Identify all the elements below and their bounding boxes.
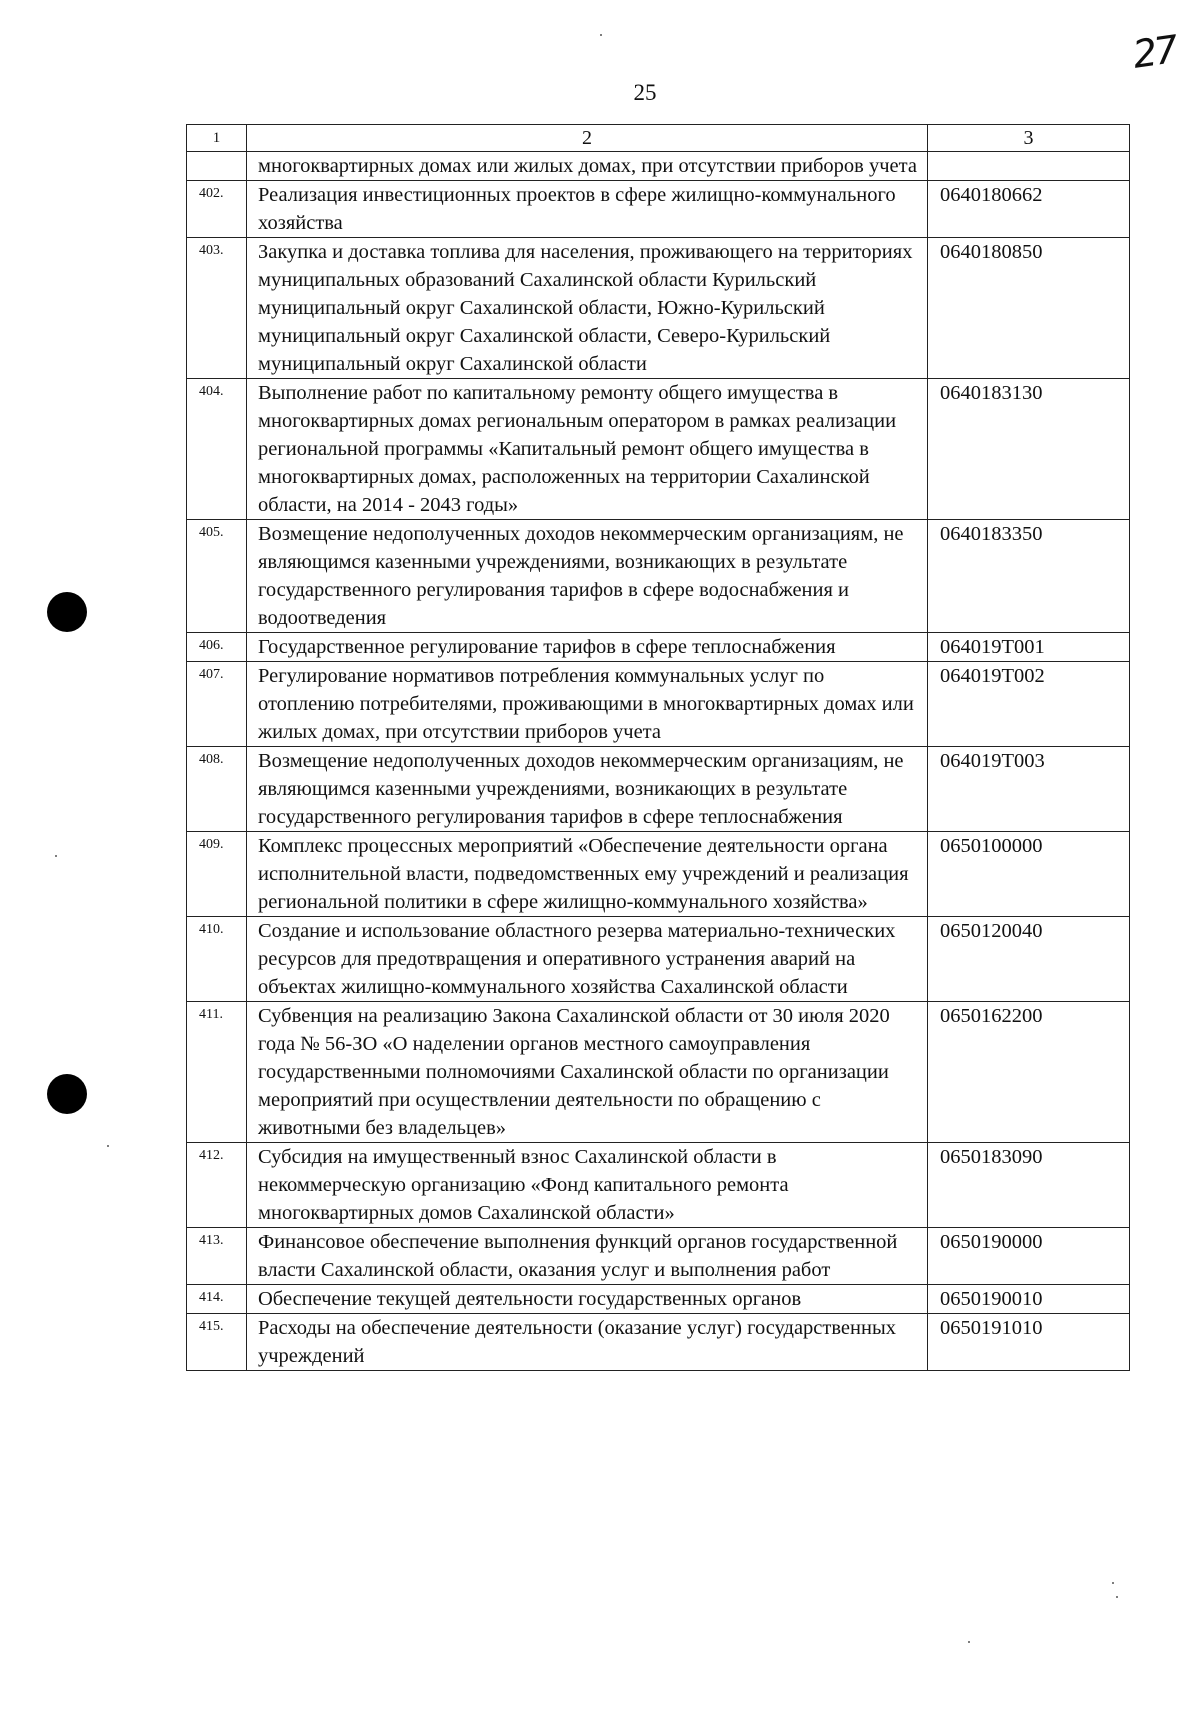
row-code: 0650162200: [928, 1002, 1130, 1143]
row-number: 409.: [187, 832, 247, 917]
punch-hole-bottom: [47, 1074, 87, 1114]
row-code: 064019Т002: [928, 662, 1130, 747]
row-number: 415.: [187, 1314, 247, 1371]
row-number: 408.: [187, 747, 247, 832]
row-number: 404.: [187, 379, 247, 520]
row-code: 0650183090: [928, 1143, 1130, 1228]
row-number: 406.: [187, 633, 247, 662]
column-header-1: 1: [187, 125, 247, 152]
scan-speck: [55, 855, 57, 857]
row-description: Расходы на обеспечение деятельности (оказание услуг) государственных учреждений: [247, 1314, 928, 1371]
row-code: 0650100000: [928, 832, 1130, 917]
row-code: 0640183130: [928, 379, 1130, 520]
scan-speck: [968, 1641, 970, 1643]
scan-speck: [107, 1145, 109, 1147]
row-code: 0650120040: [928, 917, 1130, 1002]
row-code: 0650191010: [928, 1314, 1130, 1371]
row-description: Субсидия на имущественный взнос Сахалинской области в некоммерческую организацию «Фонд капитального ремонта многоквартирных домов Сахалинской области»: [247, 1143, 928, 1228]
table-row: [187, 633, 1130, 662]
row-description: Государственное регулирование тарифов в сфере теплоснабжения: [247, 633, 928, 662]
row-code: [928, 152, 1130, 181]
table-row: [187, 1228, 1130, 1285]
row-number: 403.: [187, 238, 247, 379]
row-code: 0650190000: [928, 1228, 1130, 1285]
row-code: 0650190010: [928, 1285, 1130, 1314]
row-description: Обеспечение текущей деятельности государственных органов: [247, 1285, 928, 1314]
scan-speck: [600, 34, 602, 36]
row-description: Возмещение недополученных доходов некоммерческим организациям, не являющимся казенными учреждениями, возникающих в результате государственного регулирования тарифов в сфере водоснабжения и водоотведения: [247, 520, 928, 633]
row-code: 0640180662: [928, 181, 1130, 238]
table-row: [187, 1285, 1130, 1314]
document-table: [186, 124, 1130, 1371]
row-number: 410.: [187, 917, 247, 1002]
punch-hole-top: [47, 592, 87, 632]
scan-speck: [1116, 1596, 1118, 1598]
row-code: 0640183350: [928, 520, 1130, 633]
row-description: многоквартирных домах или жилых домах, при отсутствии приборов учета: [247, 152, 928, 181]
table-row: [187, 662, 1130, 747]
table-row: [187, 181, 1130, 238]
row-description: Выполнение работ по капитальному ремонту общего имущества в многоквартирных домах региональным оператором в рамках реализации региональной программы «Капитальный ремонт общего имущества в многоквартирных домах, расположенных на территории Сахалинской области, на 2014 - 2043 годы»: [247, 379, 928, 520]
page-number: 25: [633, 80, 657, 105]
row-code: 064019Т003: [928, 747, 1130, 832]
table-row: [187, 152, 1130, 181]
column-header-3: 3: [928, 125, 1130, 152]
column-header-2: 2: [247, 125, 928, 152]
handwritten-page-number: 27: [1130, 27, 1179, 77]
table-header-row: [187, 125, 1130, 152]
table-row: [187, 917, 1130, 1002]
table-row: [187, 520, 1130, 633]
row-description: Комплекс процессных мероприятий «Обеспечение деятельности органа исполнительной власти, подведомственных ему учреждений и реализация региональной политики в сфере жилищно-коммунального хозяйства»: [247, 832, 928, 917]
row-number: 402.: [187, 181, 247, 238]
table-row: [187, 238, 1130, 379]
row-description: Создание и использование областного резерва материально-технических ресурсов для предотвращения и оперативного устранения аварий на объектах жилищно-коммунального хозяйства Сахалинской области: [247, 917, 928, 1002]
row-number: 411.: [187, 1002, 247, 1143]
row-description: Возмещение недополученных доходов некоммерческим организациям, не являющимся казенными учреждениями, возникающих в результате государственного регулирования тарифов в сфере теплоснабжения: [247, 747, 928, 832]
row-code: 0640180850: [928, 238, 1130, 379]
row-code: 064019Т001: [928, 633, 1130, 662]
table-row: [187, 832, 1130, 917]
table-row: [187, 1002, 1130, 1143]
row-number: 407.: [187, 662, 247, 747]
row-description: Финансовое обеспечение выполнения функций органов государственной власти Сахалинской области, оказания услуг и выполнения работ: [247, 1228, 928, 1285]
table-row: [187, 747, 1130, 832]
row-description: Реализация инвестиционных проектов в сфере жилищно-коммунального хозяйства: [247, 181, 928, 238]
table-row: [187, 1314, 1130, 1371]
row-number: 414.: [187, 1285, 247, 1314]
row-description: Субвенция на реализацию Закона Сахалинской области от 30 июля 2020 года № 56-ЗО «О наделении органов местного самоуправления государственными полномочиями Сахалинской области по организации мероприятий при осуществлении деятельности по обращению с животными без владельцев»: [247, 1002, 928, 1143]
row-number: 413.: [187, 1228, 247, 1285]
table-row: [187, 379, 1130, 520]
scan-speck: [1112, 1582, 1114, 1584]
row-number: 405.: [187, 520, 247, 633]
row-description: Закупка и доставка топлива для населения, проживающего на территориях муниципальных образований Сахалинской области Курильский муниципальный округ Сахалинской области, Южно-Курильский муниципальный округ Сахалинской области, Северо-Курильский муниципальный округ Сахалинской области: [247, 238, 928, 379]
table-row: [187, 1143, 1130, 1228]
row-number: 412.: [187, 1143, 247, 1228]
row-description: Регулирование нормативов потребления коммунальных услуг по отоплению потребителями, проживающими в многоквартирных домах или жилых домах, при отсутствии приборов учета: [247, 662, 928, 747]
row-number: [187, 152, 247, 181]
